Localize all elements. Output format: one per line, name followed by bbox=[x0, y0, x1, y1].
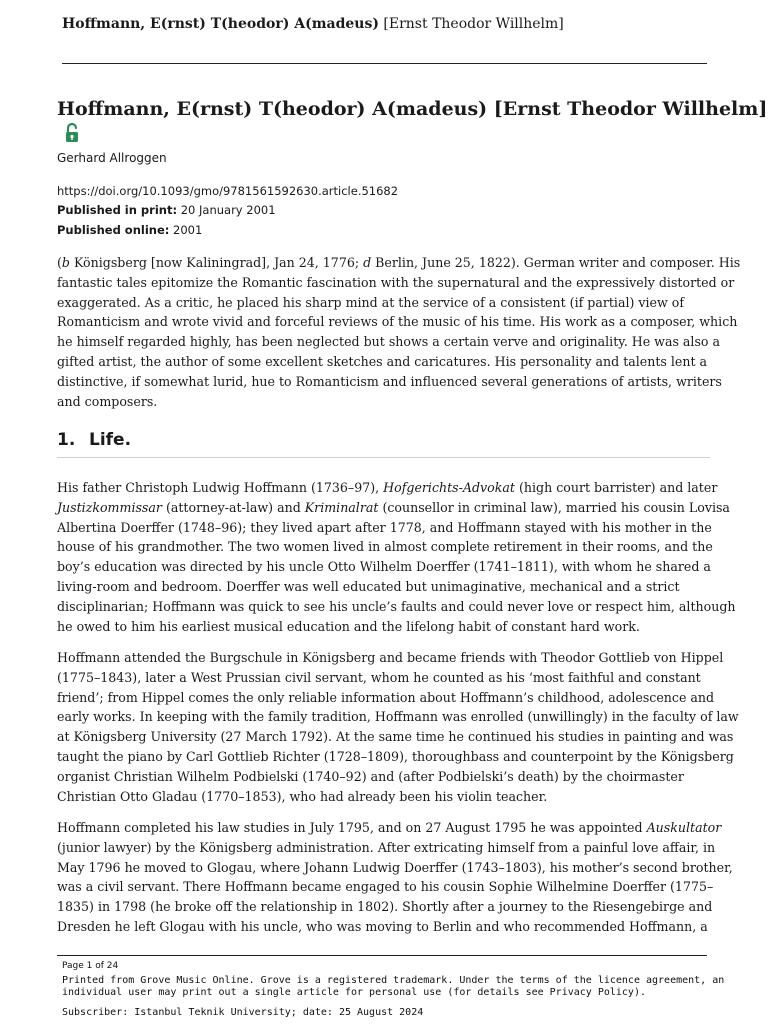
text-run: he himself regarded highly, has been neglected but shows a certain verve and originality. He was also a bbox=[57, 334, 721, 350]
paragraph-line bbox=[57, 747, 734, 767]
subscriber-info: Subscriber: Istanbul Teknik University; date: 25 August 2024 bbox=[62, 1007, 424, 1018]
italic-term: Auskultator bbox=[646, 820, 722, 835]
paragraph-line bbox=[57, 877, 717, 897]
doi-link[interactable]: https://doi.org/10.1093/gmo/9781561592630.article.51682 bbox=[57, 184, 399, 198]
published-in-print bbox=[57, 202, 276, 218]
paragraph-line bbox=[57, 352, 717, 372]
paragraph-line bbox=[57, 597, 736, 617]
paragraph-line bbox=[57, 498, 730, 518]
text-run: Hoffmann attended the Burgschule in Königsberg and became friends with Theodor Gottlieb von Hippel bbox=[57, 650, 724, 665]
open-lock-icon bbox=[63, 122, 81, 144]
paragraph-line bbox=[57, 838, 717, 858]
text-run: disciplinarian; Hoffmann was quick to see his uncle’s faults and could never love or respect him, although bbox=[57, 598, 736, 614]
paragraph-line bbox=[57, 537, 717, 557]
paragraph-line bbox=[57, 557, 717, 577]
running-head bbox=[62, 15, 564, 33]
paragraph-line bbox=[57, 253, 741, 273]
paragraph-line bbox=[57, 767, 717, 787]
article-author: Gerhard Allroggen bbox=[57, 151, 167, 165]
italic-term: Kriminalrat bbox=[304, 499, 379, 515]
text-run: gifted artist, the author of some excellent sketches and caricatures. His personality and talents lent a bbox=[57, 353, 708, 369]
paragraph-line bbox=[57, 917, 717, 937]
paragraph-line bbox=[57, 478, 717, 498]
text-run: His father Christoph Ludwig Hoffmann (1736–97), bbox=[57, 480, 384, 495]
text-run: boy’s education was directed by his uncle Otto Wilhelm Doerffer (1741–1811), with whom he shared a bbox=[57, 559, 711, 575]
paragraph-line bbox=[57, 577, 717, 597]
paragraph-line bbox=[57, 372, 722, 392]
paragraph-line bbox=[57, 273, 735, 293]
abstract-paragraph bbox=[57, 253, 741, 411]
text-run: at Königsberg University (27 March 1792). At the same time he continued his studies in painting and was bbox=[57, 729, 734, 745]
section-heading bbox=[57, 428, 131, 452]
text-run: Hoffmann completed his law studies in July 1795, and on 27 August 1795 he was appointed bbox=[57, 820, 647, 835]
paragraph-line bbox=[57, 707, 739, 727]
article-title-alt-name: [Ernst Theodor Willhelm] bbox=[487, 98, 768, 120]
text-run: organist Christian Wilhelm Podbielski (1740–92) and (after Podbielski’s death) by the choirmaster bbox=[57, 768, 684, 784]
print-notice-line: Printed from Grove Music Online. Grove is a registered trademark. Under the terms of the licence agreement, an bbox=[62, 975, 725, 986]
text-run: he owed to him his earliest musical education and the lifelong habit of constant hard work. bbox=[57, 618, 640, 634]
italic-term: d bbox=[363, 255, 372, 270]
paragraph-line bbox=[57, 392, 717, 412]
paragraph-line bbox=[57, 332, 721, 352]
running-head-alt-name: [Ernst Theodor Willhelm] bbox=[378, 16, 564, 32]
text-run: May 1796 he moved to Glogau, where Johann Ludwig Doerffer (1743–1803), his mother’s second brother, bbox=[57, 859, 733, 875]
text-run: Berlin, June 25, 1822). German writer and composer. His bbox=[371, 255, 741, 270]
published-online-date: 2001 bbox=[169, 223, 203, 237]
header-divider bbox=[62, 63, 707, 64]
text-run: 1835) in 1798 (he broke off the relationship in 1802). Shortly after a journey to the Riesengebirge and bbox=[57, 899, 713, 915]
published-print-label: Published in print: bbox=[57, 203, 178, 217]
text-run: fantastic tales epitomize the Romantic fascination with the supernatural and the expressively distorted or bbox=[57, 274, 735, 290]
paragraph-line bbox=[57, 648, 724, 668]
paragraph-line bbox=[57, 787, 717, 807]
text-run: (counsellor in criminal law), married his cousin Lovisa bbox=[378, 499, 730, 515]
italic-term: b bbox=[61, 255, 70, 270]
text-run: Christian Otto Gladau (1770–1853), who had already been his violin teacher. bbox=[57, 788, 548, 804]
body-paragraph-2 bbox=[57, 648, 739, 806]
text-run: ( bbox=[57, 255, 62, 270]
section-number: 1. bbox=[57, 430, 76, 450]
paragraph-line bbox=[57, 617, 717, 637]
text-run: Albertina Doerffer (1748–96); they lived apart after 1778, and Hoffmann stayed with his mother in the bbox=[57, 519, 712, 535]
section-title: Life. bbox=[89, 430, 132, 450]
text-run: (high court barrister) and later bbox=[514, 480, 718, 495]
section-divider bbox=[57, 457, 710, 458]
body-paragraph-1 bbox=[57, 478, 736, 636]
article-title-name: Hoffmann, E(rnst) T(heodor) A(madeus) bbox=[57, 98, 488, 120]
italic-term: Justizkommissar bbox=[57, 499, 162, 515]
text-run: (junior lawyer) by the Königsberg administration. After extricating himself from a painful love affair, in bbox=[57, 839, 716, 855]
text-run: and composers. bbox=[57, 393, 158, 409]
text-run: Dresden he left Glogau with his uncle, who was moving to Berlin and who recommended Hoffmann, a bbox=[57, 918, 708, 934]
text-run: early works. In keeping with the family tradition, Hoffmann was enrolled (unwillingly) in the faculty of law bbox=[57, 709, 739, 725]
text-run: Romanticism and wrote vivid and forceful reviews of the music of his time. His work as a composer, which bbox=[57, 314, 738, 330]
text-run: was a civil servant. There Hoffmann became engaged to his cousin Sophie Wilhelmine Doerffer (1775– bbox=[57, 879, 714, 895]
paragraph-line bbox=[57, 818, 722, 838]
article-title bbox=[57, 96, 768, 122]
text-run: house of his grandmother. The two women lived in almost complete retirement in their rooms, and the bbox=[57, 539, 713, 555]
paragraph-line bbox=[57, 668, 717, 688]
text-run: exaggerated. As a critic, he placed his sharp mind at the service of a consistent (if partial) view of bbox=[57, 294, 685, 310]
text-run: friend’; from Hippel comes the only reliable information about Hoffmann’s childhood, adolescence and bbox=[57, 689, 715, 705]
body-paragraph-3 bbox=[57, 818, 733, 937]
paragraph-line bbox=[57, 897, 717, 917]
paragraph-line bbox=[57, 858, 733, 878]
text-run: taught the piano by Carl Gottlieb Richter (1728–1809), thoroughbass and counterpoint by the Königsberg bbox=[57, 748, 734, 764]
paragraph-line bbox=[57, 518, 717, 538]
page-number: Page 1 of 24 bbox=[62, 961, 119, 971]
published-print-date: 20 January 2001 bbox=[177, 203, 276, 217]
text-run: (attorney-at-law) and bbox=[161, 499, 305, 515]
published-online-label: Published online: bbox=[57, 223, 170, 237]
text-run: living-room and bedroom. Doerffer was well educated but unimaginative, mechanical and a strict bbox=[57, 578, 680, 594]
published-online bbox=[57, 222, 202, 238]
print-notice bbox=[62, 975, 725, 1000]
print-notice-line: individual user may print out a single article for personal use (for details see Privacy Policy). bbox=[62, 987, 646, 999]
text-run: distinctive, if somewhat lurid, hue to Romanticism and influenced several generations of artists, writers bbox=[57, 373, 722, 389]
text-run: (1775–1843), later a West Prussian civil servant, whom he counted as his ‘most faithful and constant bbox=[57, 669, 701, 685]
italic-term: Hofgerichts-Advokat bbox=[383, 480, 515, 495]
paragraph-line bbox=[57, 293, 717, 313]
footer-divider bbox=[57, 955, 707, 956]
paragraph-line bbox=[57, 312, 738, 332]
text-run: Königsberg [now Kaliningrad], Jan 24, 1776; bbox=[69, 255, 364, 270]
paragraph-line bbox=[57, 727, 734, 747]
paragraph-line bbox=[57, 688, 717, 708]
running-head-name: Hoffmann, E(rnst) T(heodor) A(madeus) bbox=[62, 16, 379, 32]
